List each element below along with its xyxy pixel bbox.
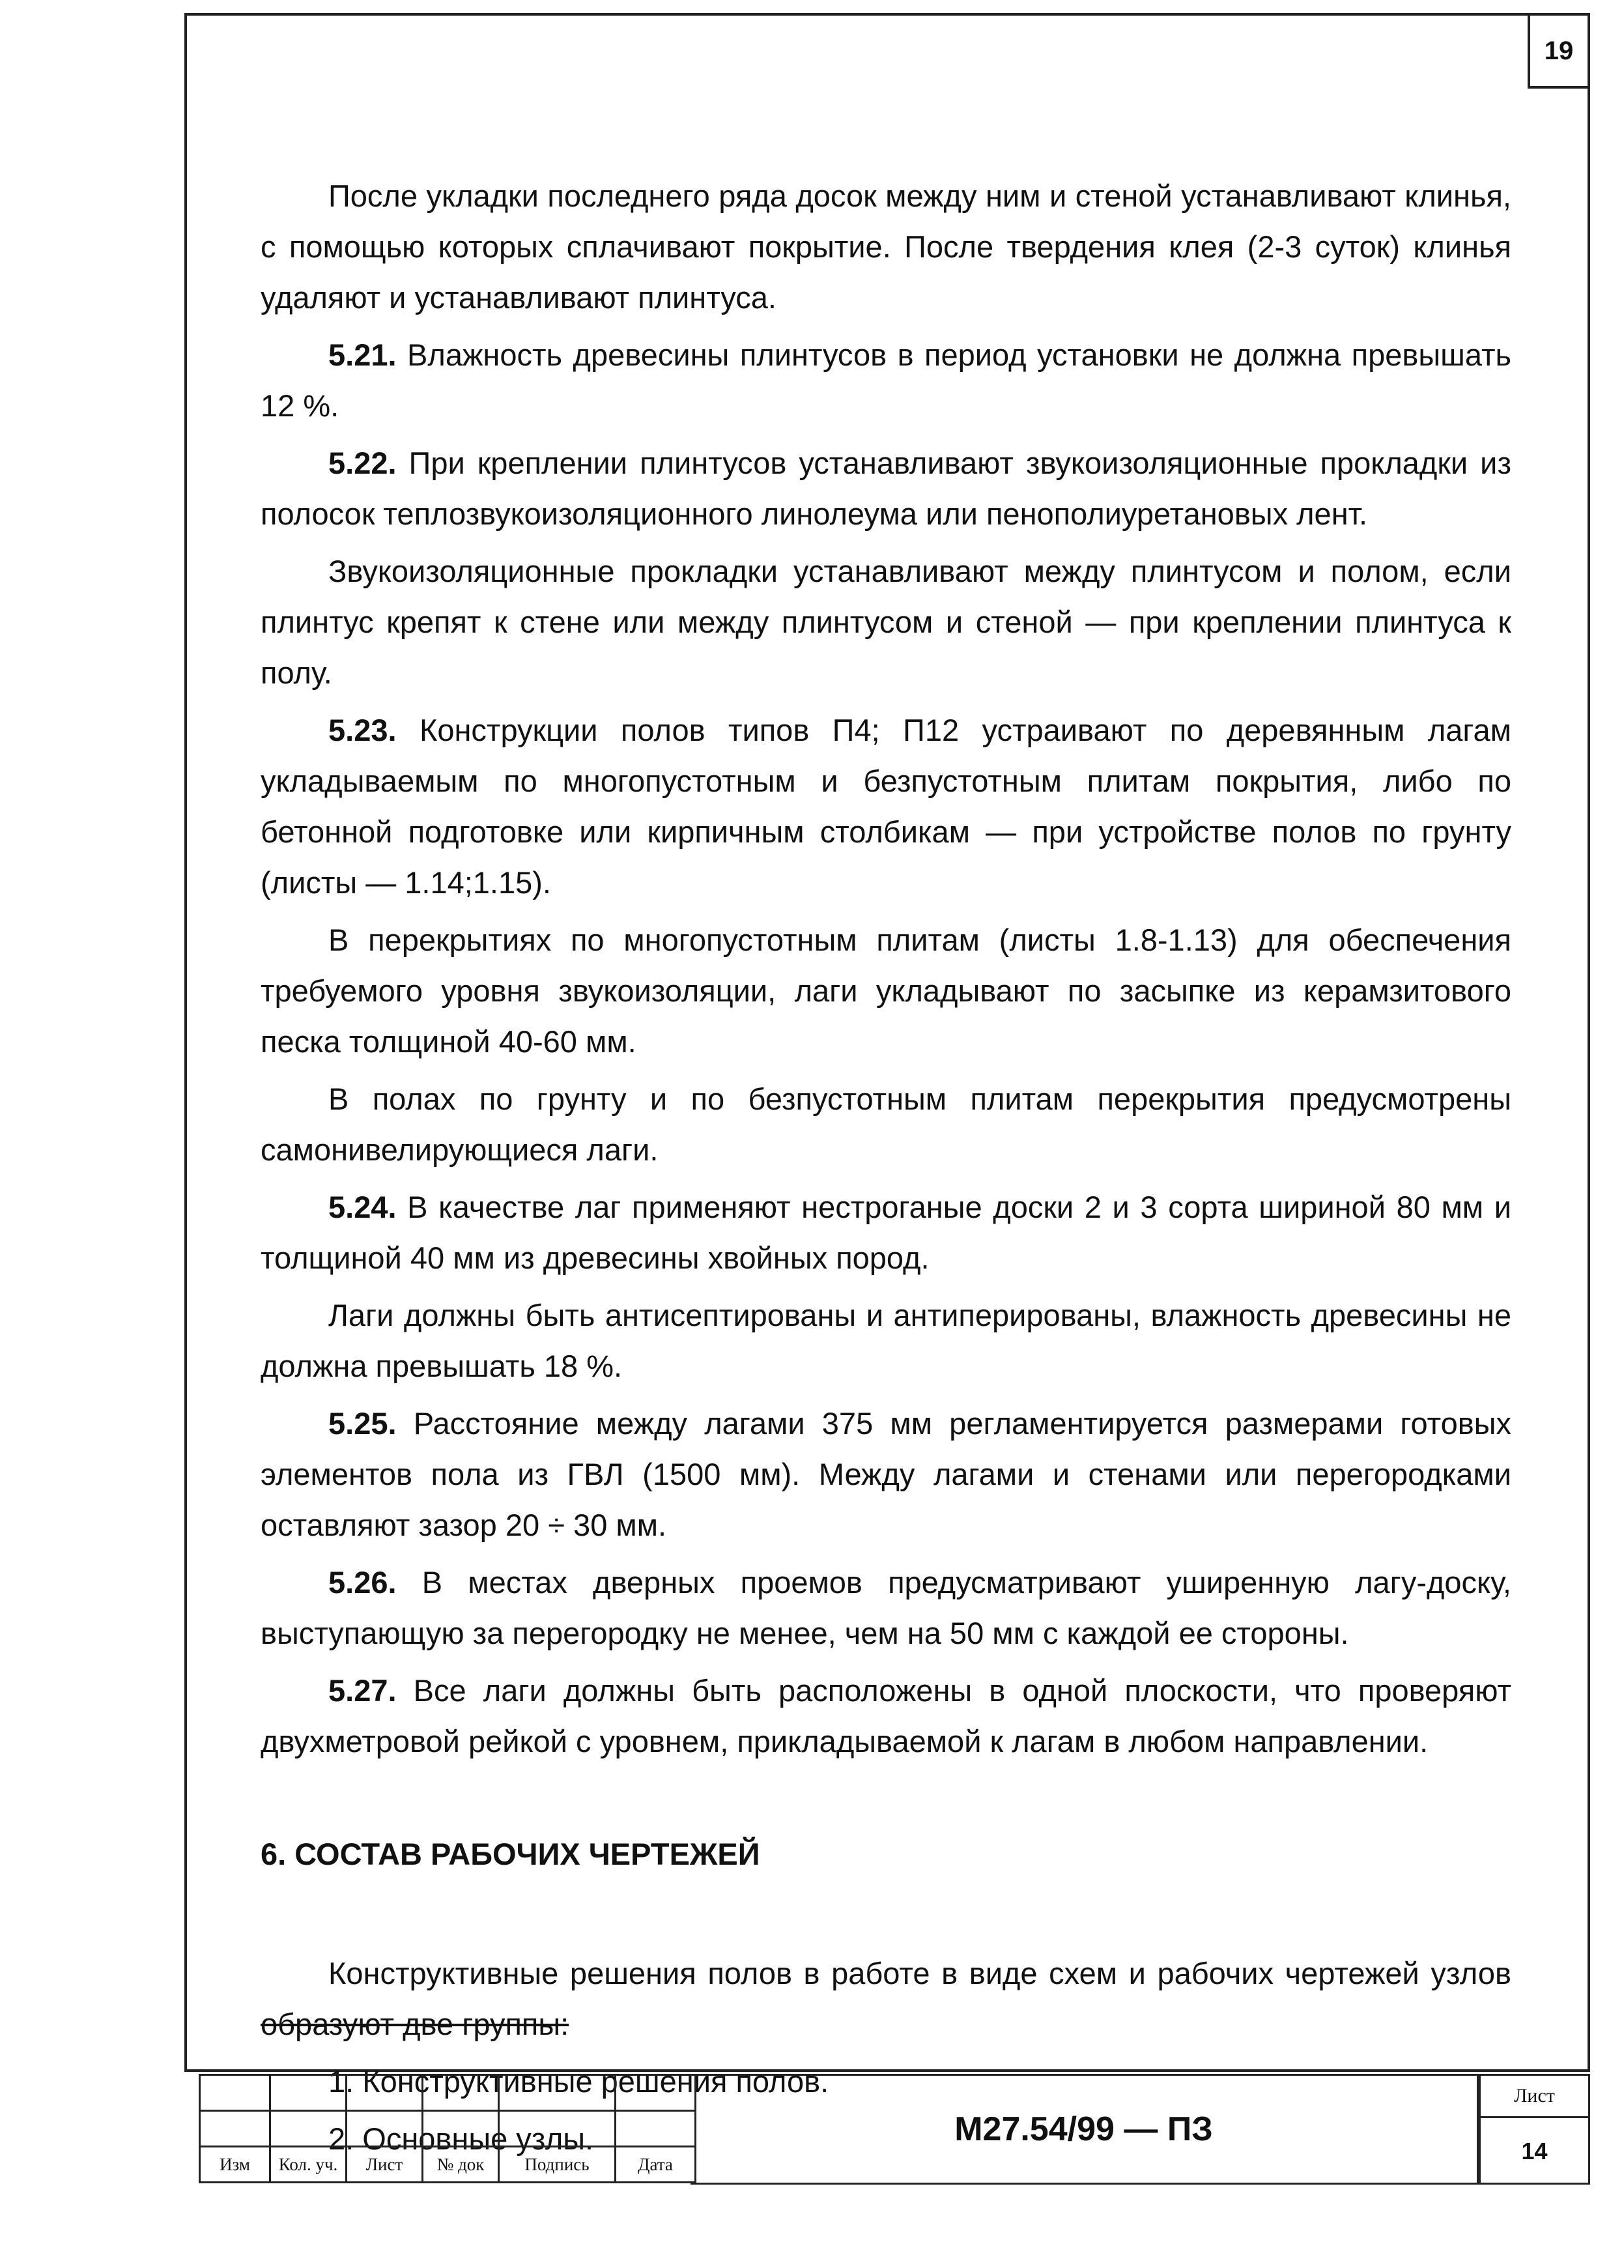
paragraph: 5.21. Влажность древесины плинтусов в период установки не должна превышать 12 %. xyxy=(261,337,1511,423)
grid-cell xyxy=(347,2111,423,2147)
sheet-box xyxy=(1479,2074,1590,2185)
section-heading: 6. СОСТАВ РАБОЧИХ ЧЕРТЕЖЕЙ xyxy=(261,1837,760,1871)
list-item: 1. Конструктивные решения полов. xyxy=(328,2064,829,2099)
grid-cell xyxy=(499,2075,616,2111)
document-code: М27.54/99 — ПЗ xyxy=(691,2074,1479,2185)
grid-cell xyxy=(616,2111,696,2147)
grid-cell xyxy=(616,2075,696,2111)
sheet-label: Лист xyxy=(1481,2076,1588,2118)
grid-cell xyxy=(347,2075,423,2111)
column-label-izm: Изм xyxy=(200,2147,270,2183)
list-item: 2. Основные узлы. xyxy=(328,2121,594,2156)
column-label-signature: Подпись xyxy=(499,2147,616,2183)
paragraph: 5.26. В местах дверных проемов предусматривают уширенную лагу-доску, выступающую за перегородку не менее, чем на 50 мм с каждой ее стороны. xyxy=(261,1565,1511,1650)
column-label-date: Дата xyxy=(616,2147,696,2183)
grid-cell xyxy=(200,2111,270,2147)
paragraph: 5.24. В качестве лаг применяют нестроганые доски 2 и 3 сорта шириной 80 мм и толщиной 40 мм из древесины хвойных пород. xyxy=(261,1190,1511,1275)
struck-text: образуют две группы: xyxy=(261,2007,569,2041)
paragraph: После укладки последнего ряда досок между ним и стеной устанавливают клинья, с помощью которых сплачивают покрытие. После твердения клея (2-3 суток) клинья удаляют и устанавливают плинтуса. xyxy=(261,179,1511,315)
document-body xyxy=(261,171,1511,2171)
column-label-doc-no: № док xyxy=(423,2147,499,2183)
sheet-number: 14 xyxy=(1521,2138,1548,2164)
title-block xyxy=(199,2074,1590,2185)
paragraph: Звукоизоляционные прокладки устанавливают между плинтусом и полом, если плинтус крепят к стене или между плинтусом и стеной — при креплении плинтуса к полу. xyxy=(261,554,1511,690)
grid-cell xyxy=(423,2111,499,2147)
paragraph: 5.27. Все лаги должны быть расположены в одной плоскости, что проверяют двухметровой рейкой с уровнем, прикладываемой к лагам в любом направлении. xyxy=(261,1673,1511,1758)
paragraph: В перекрытиях по многопустотным плитам (листы 1.8-1.13) для обеспечения требуемого уровня звукоизоляции, лаги укладывают по засыпке из керамзитового песка толщиной 40-60 мм. xyxy=(261,923,1511,1059)
paragraph: Лаги должны быть антисептированы и антиперированы, влажность древесины не должна превышать 18 %. xyxy=(261,1298,1511,1383)
paragraph: 5.22. При креплении плинтусов устанавливают звукоизоляционные прокладки из полосок теплозвукоизоляционного линолеума или пенополиуретановых лент. xyxy=(261,446,1511,531)
grid-cell xyxy=(423,2075,499,2111)
column-label-list: Лист xyxy=(347,2147,423,2183)
paragraph: В полах по грунту и по безпустотным плитам перекрытия предусмотрены самонивелирующиеся лаги. xyxy=(261,1082,1511,1167)
grid-cell xyxy=(499,2111,616,2147)
revision-grid xyxy=(199,2074,696,2183)
grid-cell xyxy=(270,2111,347,2147)
page-corner-number: 19 xyxy=(1528,16,1588,89)
section-intro: Конструктивные решения полов в работе в виде схем и рабочих чертежей узлов образуют две группы: xyxy=(261,1956,1511,2041)
column-label-kol-uch: Кол. уч. xyxy=(270,2147,347,2183)
paragraph: 5.23. Конструкции полов типов П4; П12 устраивают по деревянным лагам укладываемым по многопустотным и безпустотным плитам покрытия, либо по бетонной подготовке или кирпичным столбикам — при устройстве полов по грунту (листы — 1.14;1.15). xyxy=(261,713,1511,900)
grid-cell xyxy=(270,2075,347,2111)
paragraph: 5.25. Расстояние между лагами 375 мм регламентируется размерами готовых элементов пола из ГВЛ (1500 мм). Между лагами и стенами или перегородками оставляют зазор 20 ÷ 30 мм. xyxy=(261,1406,1511,1542)
grid-cell xyxy=(200,2075,270,2111)
